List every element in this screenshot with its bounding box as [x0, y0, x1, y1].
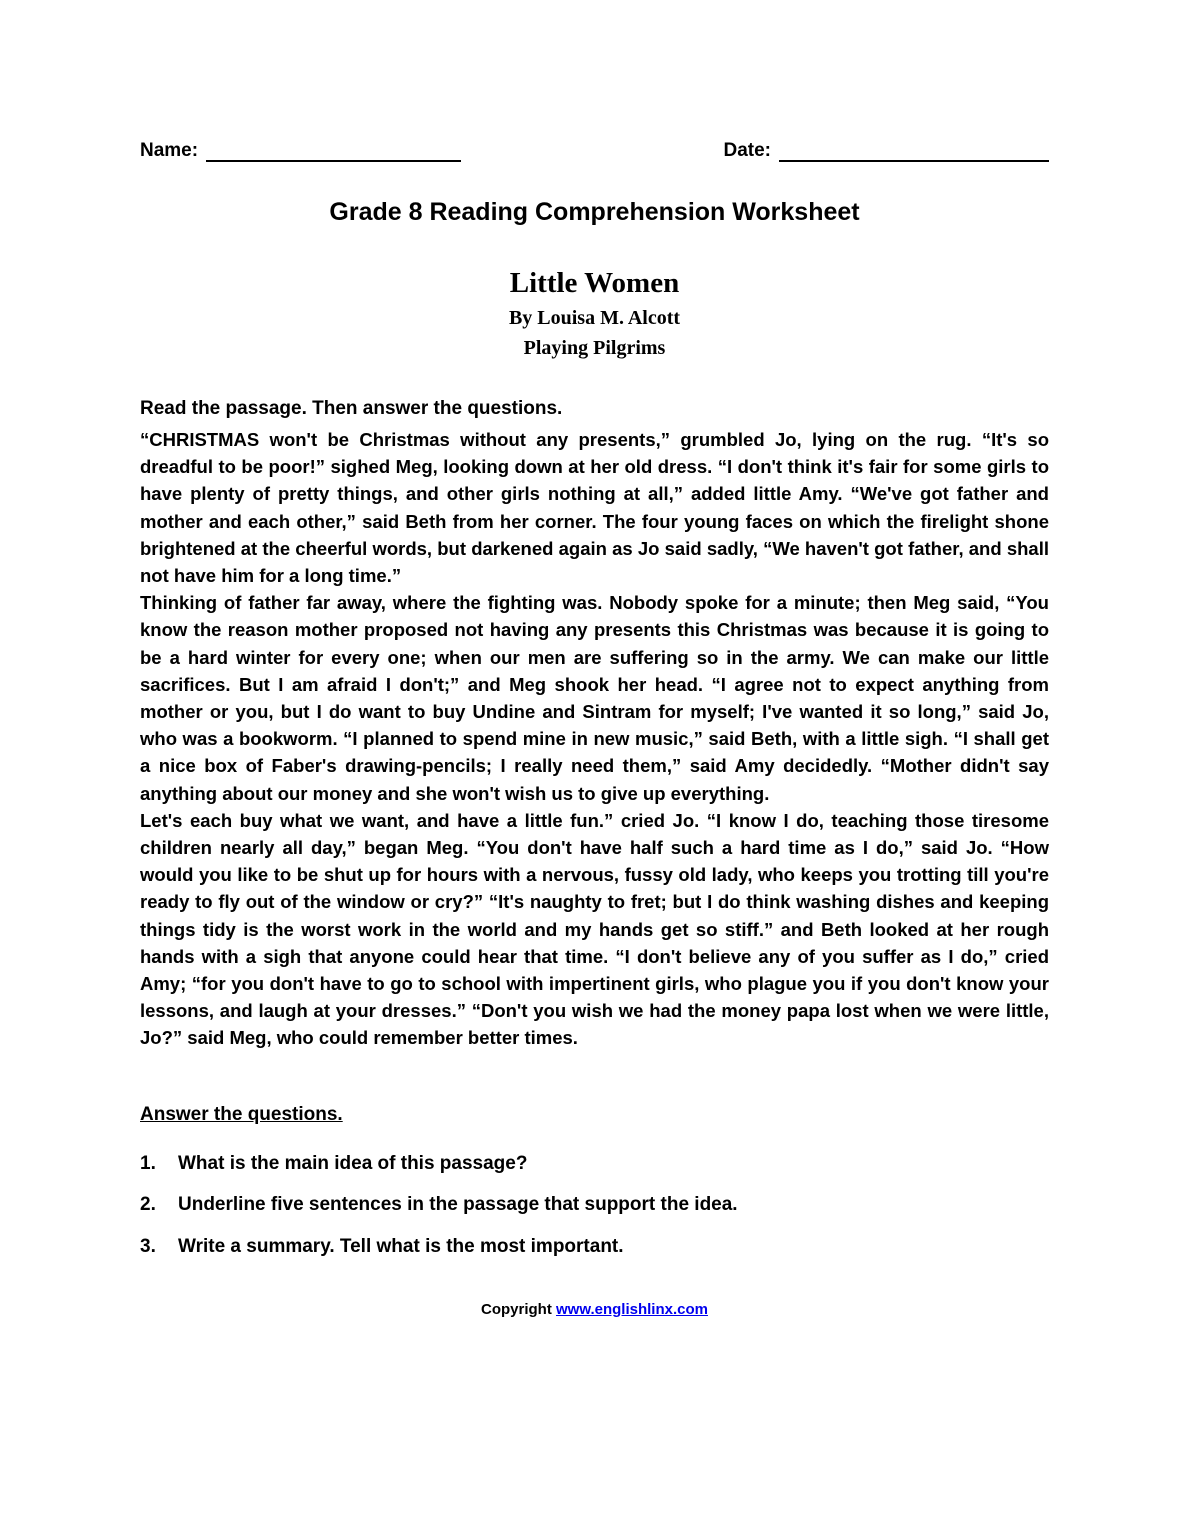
answer-questions-heading: Answer the questions.: [140, 1103, 343, 1125]
question-item: [140, 1235, 1049, 1259]
question-number: 2.: [140, 1194, 156, 1216]
passage-subtitle: Playing Pilgrims: [523, 337, 666, 359]
passage-title: Little Women: [509, 267, 680, 299]
question-text: Write a summary. Tell what is the most important.: [178, 1236, 624, 1258]
name-blank-line: [206, 142, 461, 162]
copyright-link[interactable]: www.englishlinx.com: [556, 1300, 708, 1318]
passage-paragraph: “CHRISTMAS won't be Christmas without any presents,” grumbled Jo, lying on the rug. “It's so dreadful to be poor!” sighed Meg, looking down at her old dress. “I don't think it's fair for some girls to have plenty of pretty things, and other girls nothing at all,” added little Amy. “We've got father and mother and each other,” said Beth from her corner. The four young faces on which the firelight shone brightened at the cheerful words, but darkened again as Jo said sadly, “We haven't got father, and shall not have him for a long time.”: [140, 429, 1049, 587]
passage-paragraph: Let's each buy what we want, and have a little fun.” cried Jo. “I know I do, teaching those tiresome children nearly all day,” began Meg. “You don't have half such a hard time as I do,” said Jo. “How would you like to be shut up for hours with a nervous, fussy old lady, who keeps you trotting till you're ready to fly out of the window or cry?” “It's naughty to fret; but I do think washing dishes and keeping things tidy is the worst work in the world and my hands get so stiff.” and Beth looked at her rough hands with a sigh that anyone could hear that time. “I don't believe any of you suffer as I do,” cried Amy; “for you don't have to go to school with impertinent girls, who plague you if you don't know your lessons, and laugh at your dresses.” “Don't you wish we had the money papa lost when we were little, Jo?” said Meg, who could remember better times.: [140, 809, 1049, 1049]
question-number: 3.: [140, 1236, 156, 1258]
worksheet-title: Grade 8 Reading Comprehension Worksheet: [329, 198, 860, 226]
question-text: Underline five sentences in the passage that support the idea.: [178, 1194, 738, 1216]
name-date-row: [140, 140, 1049, 162]
questions-list: [140, 1152, 1049, 1259]
date-blank-line: [779, 142, 1049, 162]
name-field-group: [140, 140, 461, 162]
date-label: Date:: [723, 140, 771, 161]
question-text: What is the main idea of this passage?: [178, 1152, 528, 1174]
copyright-label: Copyright: [481, 1300, 556, 1318]
question-number: 1.: [140, 1152, 156, 1174]
passage-instructions: Read the passage. Then answer the questions.: [140, 398, 563, 419]
question-item: [140, 1193, 1049, 1217]
footer: [140, 1301, 1049, 1318]
question-item: [140, 1152, 1049, 1176]
name-label: Name:: [140, 140, 199, 161]
passage-body: [140, 426, 1049, 1052]
passage-author: By Louisa M. Alcott: [508, 307, 681, 329]
passage-paragraph: Thinking of father far away, where the fighting was. Nobody spoke for a minute; then Meg said, “You know the reason mother proposed not having any presents this Christmas was because it is going to be a hard winter for every one; when our men are suffering so in the army. We can make our little sacrifices. But I am afraid I don't;” and Meg shook her head. “I agree not to expect anything from mother or you, but I do want to buy Undine and Sintram for myself; I've wanted it so long,” said Jo, who was a bookworm. “I planned to spend mine in new music,” said Beth, with a little sigh. “I shall get a nice box of Faber's drawing-pencils; I really need them,” said Amy decidedly. “Mother didn't say anything about our money and she won't wish us to give up everything.: [140, 592, 1049, 804]
date-field-group: [723, 140, 1049, 162]
